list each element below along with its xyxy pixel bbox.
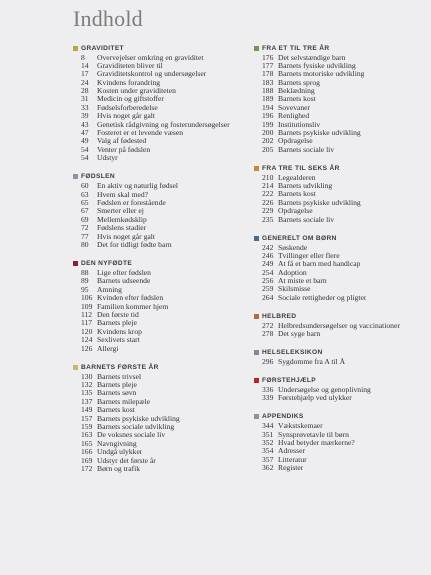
section-heading [254,163,429,173]
toc-entry[interactable] [254,54,429,62]
page-number: 72 [81,223,89,233]
section-heading-text: FRA TRE TIL SEKS ÅR [262,164,340,172]
entry-title: Familien kommer hjem [97,302,169,311]
entry-title: Kosten under graviditeten [97,87,176,96]
page-number: 336 [262,384,274,394]
entry-title: Udstyr [97,154,118,163]
page-number: 196 [262,111,274,121]
toc-entry[interactable] [254,394,429,402]
toc-entry[interactable] [254,87,429,95]
entry-title: Kvindens forandring [97,78,161,87]
toc-entry[interactable] [73,294,238,302]
page-number: 130 [81,371,93,381]
section-heading-text: DEN NYFØDTE [81,260,133,268]
section-color-marker [254,46,259,51]
page-number: 222 [262,189,274,199]
page-number: 339 [262,393,274,403]
toc-entry[interactable] [73,465,238,473]
toc-entry[interactable] [73,87,238,95]
entry-title: Venter på fødslen [97,145,151,154]
entry-title: Barnets motoriske udvikling [278,70,365,79]
toc-entry[interactable] [73,112,238,120]
entry-title: Barnets udvikling [278,182,333,191]
page-number: 157 [81,413,93,423]
section-heading-text: GRAVIDITET [81,44,124,52]
toc-entry[interactable] [254,322,429,330]
entry-title: Opdragelse [278,137,313,146]
right-column [254,43,429,482]
entry-title: Adoption [278,268,307,277]
page-number: 80 [81,240,89,249]
page-number: 120 [81,326,93,336]
page-number: 88 [81,268,89,278]
page-number: 60 [81,181,89,191]
toc-entry[interactable] [254,79,429,87]
page-number: 63 [81,189,89,199]
entry-title: Barnets sociale liv [278,215,335,224]
section-heading-text: GENERELT OM BØRN [262,234,337,242]
page-number: 189 [262,94,274,104]
section-heading-text: BARNETS FØRSTE ÅR [81,363,159,371]
toc-entry[interactable] [73,448,238,456]
toc-entry[interactable] [73,95,238,103]
entry-title: Fødselsforberedelse [97,103,158,112]
entry-title: Undersøgelse og genoplivning [278,385,371,394]
entry-title: Valg af fødested [97,137,147,146]
page-number: 176 [262,52,274,62]
entry-title: Barnets milepæle [97,397,150,406]
page-number: 246 [262,250,274,260]
section-heading [73,362,238,372]
page-number: 28 [81,86,89,96]
page-number: 106 [81,293,93,303]
page-number: 117 [81,318,93,328]
toc-section [73,259,238,353]
toc-entry[interactable] [73,241,238,249]
toc-entry[interactable] [73,104,238,112]
section-heading [254,412,429,422]
section-color-marker [254,350,259,355]
toc-section [254,43,429,154]
entry-title: De voksnes sociale liv [97,431,166,440]
section-color-marker [73,174,78,179]
toc-entry[interactable] [254,464,429,472]
page-number: 132 [81,380,93,390]
entry-title: At miste et barn [278,277,327,286]
entry-title: Den første tid [97,311,139,320]
toc-entry[interactable] [254,260,429,268]
toc-entry[interactable] [73,373,238,381]
entry-title: Skilsmisse [278,285,311,294]
page-number: 149 [81,405,93,415]
section-heading [254,43,429,53]
page-number: 54 [81,153,89,163]
page-number: 31 [81,94,89,104]
toc-entry[interactable] [254,244,429,252]
section-heading [73,259,238,269]
entry-title: Det for tidligt fødte barn [97,241,172,249]
entry-title: Barnets kost [97,406,135,415]
entry-title: Register [278,464,304,473]
entry-title: Undgå ulykker [97,448,143,457]
page-number: 272 [262,320,274,330]
page-number: 264 [262,292,274,302]
entry-title: Søskende [278,243,308,252]
page-number: 8 [81,52,85,62]
entry-title: Det selvstændige barn [278,53,346,62]
toc-entry[interactable] [73,191,238,199]
toc-entry[interactable] [73,269,238,277]
toc-entry[interactable] [73,345,238,353]
page-number: 226 [262,197,274,207]
toc-entry[interactable] [73,216,238,224]
entry-title: Institutionsliv [278,120,321,129]
toc-entry[interactable] [254,174,429,182]
toc-entry[interactable] [254,439,429,447]
page-number: 43 [81,119,89,129]
page-number: 49 [81,136,89,146]
section-heading [254,348,429,358]
entry-title: Sociale rettigheder og pligter [278,293,367,302]
entry-title: Allergi [97,344,119,353]
page-number: 137 [81,396,93,406]
page-number: 235 [262,214,274,224]
entry-title: Hvis noget går galt [97,232,155,241]
toc-entry[interactable] [73,79,238,87]
toc-entry[interactable] [73,62,238,70]
toc-entry[interactable] [254,422,429,430]
toc-entry[interactable] [73,277,238,285]
toc-entry[interactable] [254,358,429,366]
entry-title: Barnets psykiske udvikling [278,129,361,138]
entry-title: Barnets udseende [97,277,151,286]
entry-title: Fosteret er et levende væsen [97,129,184,138]
entry-title: Kvindens krop [97,327,142,336]
entry-title: Barnets sprog [278,78,320,87]
page-number: 39 [81,111,89,121]
page-number: 178 [262,69,274,79]
page-number: 95 [81,284,89,294]
entry-title: Renlighed [278,112,310,121]
page-number: 354 [262,446,274,456]
page-number: 357 [262,454,274,464]
page-number: 205 [262,144,274,154]
toc-entry[interactable] [73,398,238,406]
page-number: 351 [262,429,274,439]
entry-title: Mellemkødsklip [97,215,147,224]
toc-entry[interactable] [254,190,429,198]
entry-title: Overvejelser omkring en graviditet [97,53,204,62]
toc-section [254,311,429,338]
section-heading [254,311,429,321]
toc-entry[interactable] [73,336,238,344]
page-number: 256 [262,276,274,286]
toc-entry[interactable] [73,381,238,389]
toc-entry[interactable] [254,112,429,120]
toc-section [254,233,429,302]
entry-title: Barnets søvn [97,389,137,398]
entry-title: Barnets sociale liv [278,145,335,154]
toc-entry[interactable] [73,233,238,241]
toc-entry[interactable] [254,285,429,293]
entry-title: Hvem skal med? [97,190,149,199]
entry-title: Sovevaner [278,103,311,112]
page-number: 69 [81,214,89,224]
entry-title: En aktiv og naturlig fødsel [97,182,178,191]
page-number: 124 [81,335,93,345]
page-number: 199 [262,119,274,129]
section-color-marker [254,414,259,419]
toc-entry[interactable] [254,294,429,302]
entry-title: Barnets sociale udvikling [97,423,175,432]
page-number: 242 [262,242,274,252]
page-number: 163 [81,430,93,440]
page-number: 67 [81,206,89,216]
toc-section [254,163,429,224]
toc-entry[interactable] [73,440,238,448]
page-number: 177 [262,60,274,70]
page-number: 188 [262,86,274,96]
entry-title: Førstehjælp ved ulykker [278,394,352,403]
section-color-marker [254,166,259,171]
page-number: 172 [81,463,93,473]
entry-title: Barnets psykiske udvikling [278,198,361,207]
entry-title: Lige efter fødslen [97,269,151,278]
toc-section [254,375,429,402]
entry-title: Fødslens stadier [97,224,147,233]
section-heading-text: FRA ET TIL TRE ÅR [262,44,330,52]
entry-title: Udstyr det første år [97,456,156,465]
page-number: 77 [81,231,89,241]
section-heading [73,172,238,182]
toc-entry[interactable] [254,70,429,78]
toc-section [73,43,238,163]
page-number: 183 [262,77,274,87]
section-heading [254,375,429,385]
page-number: 159 [81,422,93,432]
entry-title: Sexlivets start [97,336,140,345]
toc-entry[interactable] [73,311,238,319]
entry-title: Helbredsundersøgelser og vaccinationer [278,321,400,330]
toc-entry[interactable] [73,389,238,397]
toc-entry[interactable] [254,252,429,260]
page-number: 169 [81,455,93,465]
page-number: 47 [81,128,89,138]
toc-entry[interactable] [254,129,429,137]
toc-section [254,412,429,473]
page-number: 344 [262,421,274,431]
entry-title: Fødslen er forestående [97,199,166,208]
toc-entry[interactable] [73,146,238,154]
entry-title: Navngivning [97,439,137,448]
entry-title: Graviditetskontrol og undersøgelser [97,70,207,79]
page-number: 109 [81,301,93,311]
section-heading-text: HELBRED [262,312,297,320]
section-color-marker [73,261,78,266]
entry-title: Hvis noget går galt [97,112,155,121]
page-number: 112 [81,310,93,320]
toc-entry[interactable] [73,286,238,294]
entry-title: Børn og trafik [97,464,141,473]
page-number: 33 [81,102,89,112]
toc-entry[interactable] [73,129,238,137]
toc-entry[interactable] [254,95,429,103]
page-title: Indhold [73,6,143,31]
page-number: 249 [262,259,274,269]
entry-title: Medicin og giftstoffer [97,95,164,104]
toc-entry[interactable] [73,154,238,162]
entry-title: Sygdomme fra A til Å [278,358,346,367]
page-number: 229 [262,206,274,216]
page-number: 254 [262,267,274,277]
toc-entry[interactable] [254,330,429,338]
toc-section [73,172,238,250]
toc-entry[interactable] [254,216,429,224]
page-number: 54 [81,144,89,154]
entry-title: Tvillinger eller flere [278,251,340,260]
toc-entry[interactable] [254,207,429,215]
page-number: 259 [262,284,274,294]
page-number: 214 [262,181,274,191]
page-number: 126 [81,343,93,353]
entry-title: At få et barn med handicap [278,260,361,269]
entry-title: Barnets trivsel [97,372,142,381]
section-color-marker [73,46,78,51]
toc-entry[interactable] [73,431,238,439]
section-heading-text: HELSELEKSIKON [262,349,323,357]
toc-entry[interactable] [254,182,429,190]
entry-title: Barnets psykiske udvikling [97,414,180,423]
section-heading-text: FØRSTEHJÆLP [262,376,317,384]
toc-entry[interactable] [73,319,238,327]
toc-entry[interactable] [254,137,429,145]
page-number: 200 [262,128,274,138]
entry-title: Barnets kost [278,95,316,104]
toc-entry[interactable] [73,423,238,431]
page-number: 14 [81,60,89,70]
entry-title: Hvad betyder mærkerne? [278,439,355,447]
toc-entry[interactable] [254,199,429,207]
page-number: 17 [81,69,89,79]
page-number: 65 [81,198,89,208]
toc-entry[interactable] [73,70,238,78]
section-color-marker [254,314,259,319]
toc-entry[interactable] [73,137,238,145]
entry-title: Barnets pleje [97,381,137,390]
entry-title: Beklædning [278,87,315,96]
entry-title: Vækstskemaer [278,422,323,431]
toc-entry[interactable] [254,146,429,154]
toc-entry[interactable] [254,62,429,70]
entry-title: Genetisk rådgivning og fosterundersøgelser [97,120,230,129]
entry-title: Opdragelse [278,207,313,216]
toc-section [254,348,429,367]
entry-title: Det syge barn [278,330,321,339]
toc-entry[interactable] [73,303,238,311]
toc-entry[interactable] [73,406,238,414]
toc-entry[interactable] [73,54,238,62]
page-number: 135 [81,388,93,398]
entry-title: Legealderen [278,173,316,182]
toc-entry[interactable] [73,121,238,129]
page-number: 296 [262,357,274,367]
toc-entry[interactable] [254,121,429,129]
entry-title: Smerter eller ej [97,207,144,216]
section-heading-text: APPENDIKS [262,413,304,421]
toc-entry[interactable] [73,182,238,190]
page-number: 166 [81,447,93,457]
page-number: 278 [262,329,274,339]
page-number: 210 [262,172,274,182]
toc-entry[interactable] [73,207,238,215]
entry-title: Barnets fysiske udvikling [278,61,356,70]
toc-entry[interactable] [73,199,238,207]
entry-title: Adresser [278,447,305,456]
toc-entry[interactable] [73,328,238,336]
toc-entry[interactable] [254,277,429,285]
toc-entry[interactable] [73,415,238,423]
entry-title: Litteratur [278,455,307,464]
page-number: 194 [262,102,274,112]
toc-entry[interactable] [254,104,429,112]
toc-entry[interactable] [254,431,429,439]
page-number: 24 [81,77,89,87]
left-column [73,43,238,483]
toc-entry[interactable] [73,224,238,232]
toc-entry[interactable] [254,386,429,394]
entry-title: Barnets kost [278,190,316,199]
section-heading-text: FØDSLEN [81,173,115,181]
entry-title: Graviditeten bliver til [97,61,163,70]
entry-title: Amning [97,285,122,294]
page-number: 362 [262,463,274,473]
page-number: 202 [262,136,274,146]
entry-title: Barnets pleje [97,319,137,328]
page-number: 165 [81,438,93,448]
section-heading [73,43,238,53]
toc-entry[interactable] [254,456,429,464]
entry-title: Kvinden efter fødslen [97,294,164,303]
toc-section [73,362,238,473]
toc-entry[interactable] [73,457,238,465]
entry-title: Synsprøvetavle til børn [278,430,349,439]
section-color-marker [73,365,78,370]
toc-entry[interactable] [254,447,429,455]
section-color-marker [254,236,259,241]
page-number: 352 [262,438,274,447]
section-color-marker [254,378,259,383]
toc-entry[interactable] [254,269,429,277]
page-number: 89 [81,276,89,286]
section-heading [254,233,429,243]
